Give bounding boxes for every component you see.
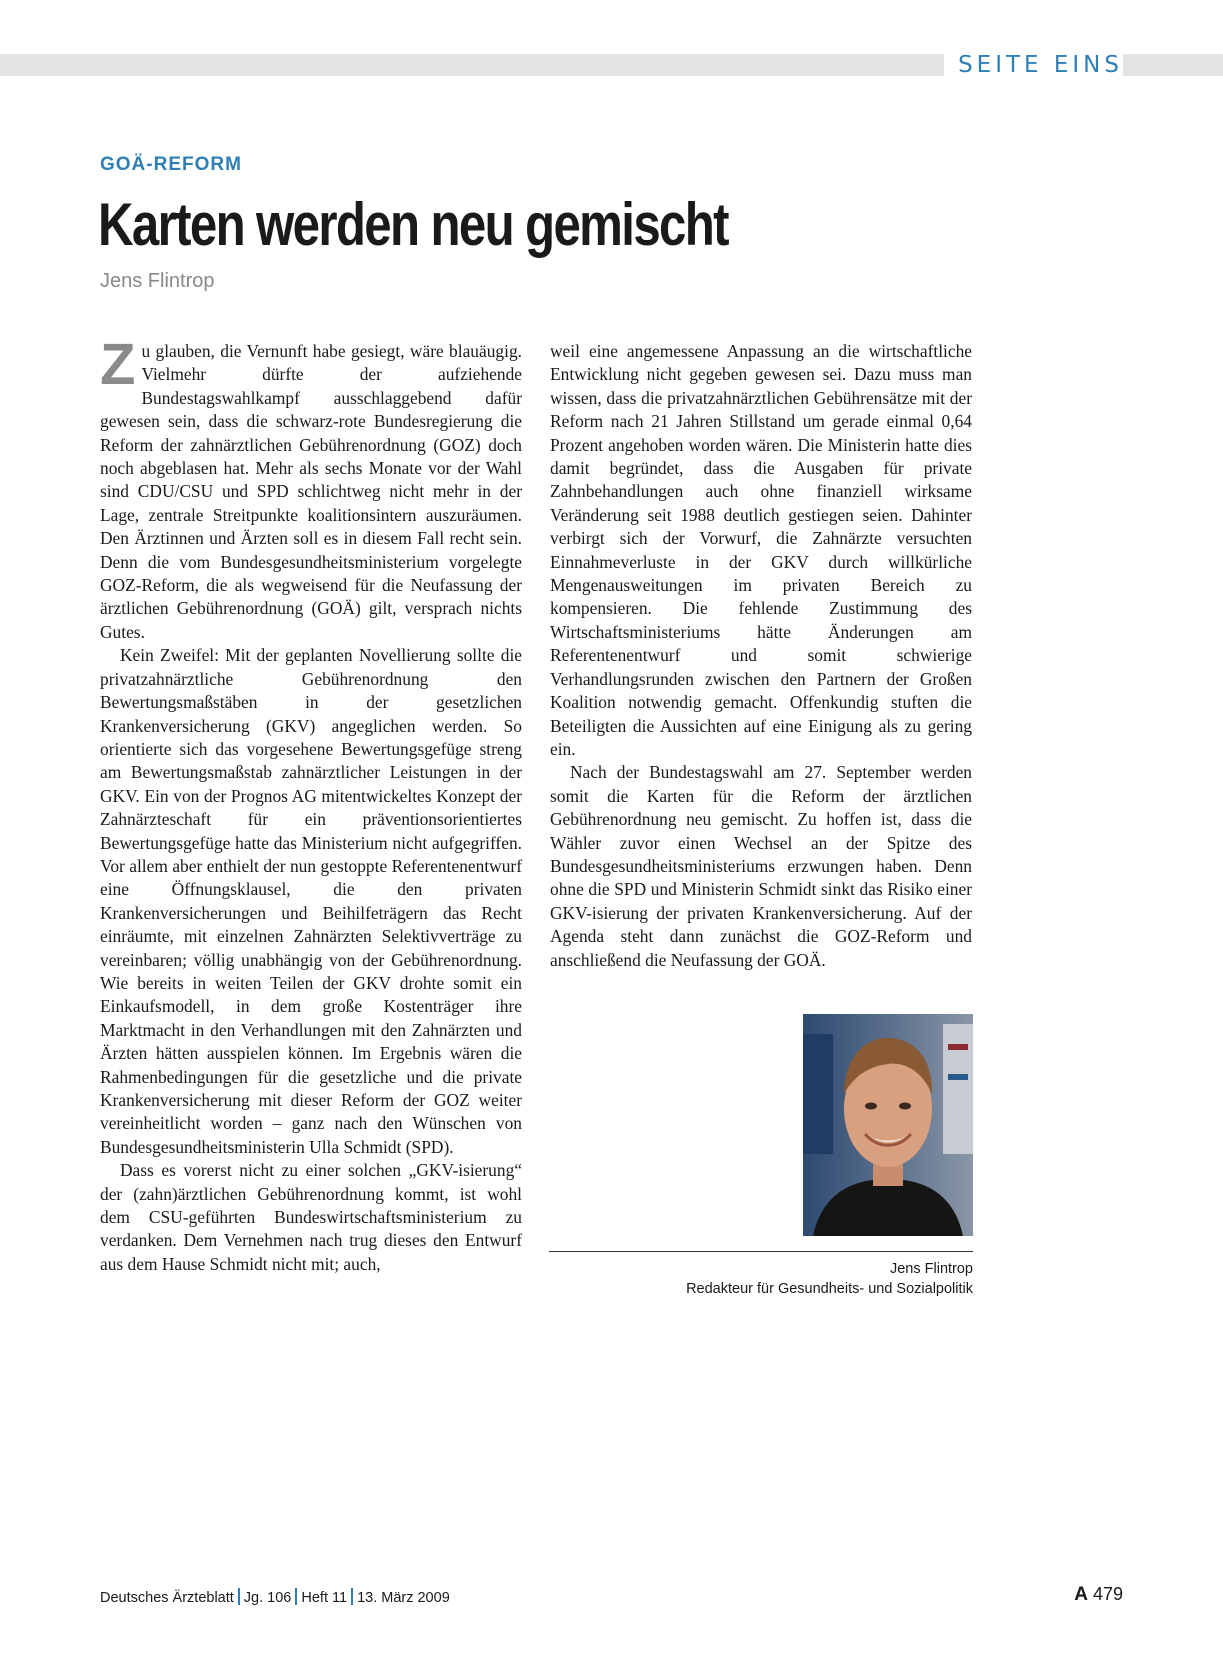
footer-separator	[295, 1588, 297, 1605]
article-kicker: GOÄ-REFORM	[100, 154, 242, 175]
section-label: SEITE EINS	[944, 50, 1123, 80]
paragraph-text: u glauben, die Vernunft habe gesiegt, wäre blauäugig. Vielmehr dürfte der aufziehende Bundestagswahlkampf ausschlaggebend dafür gewesen sein, dass die schwarz-rote Bundesregierung die Reform der zahnärztlichen Gebührenordnung (GOZ) doch noch abgeblasen hat. Mehr als sechs Monate vor der Wahl sind CDU/CSU und SPD schlichtweg nicht mehr in der Lage, zentrale Streitpunkte koalitionsintern auszuräumen. Den Ärztinnen und Ärzten soll es in diesem Fall recht sein. Denn die vom Bundesgesundheitsministerium vorgelegte GOZ-Reform, die als wegweisend für die Neufassung der ärztlichen Gebührenordnung (GOÄ) gilt, versprach nichts Gutes.	[100, 341, 522, 642]
page-footer	[100, 1588, 450, 1606]
paragraph: weil eine angemessene Anpassung an die wirtschaftliche Entwicklung nicht gegeben gewesen sei. Dazu muss man wissen, dass die privatzahnärztlichen Gebührensätze mit der Reform nach 21 Jahren Stillstand um gerade einmal 0,64 Prozent angehoben worden wären. Die Ministerin hatte dies damit begründet, dass die Ausgaben für private Zahnbehandlungen auch ohne finanziell wirksame Veränderung seit 1988 deutlich gestiegen seien. Dahinter verbirgt sich der Vorwurf, die Zahnärzte versuchten Einnahmeverluste in der GKV durch willkürliche Mengenausweitungen im privaten Bereich zu kompensieren. Die fehlende Zustimmung des Wirtschaftsministeriums hätte Änderungen am Referentenentwurf und somit schwierige Verhandlungsrunden zwischen den Partnern der Großen Koalition notwendig gemacht. Offenkundig stuften die Beteiligten die Aussichten auf eine Einigung als zu gering ein.	[550, 341, 972, 759]
page-number-value: 479	[1092, 1584, 1123, 1604]
paragraph: Kein Zweifel: Mit der geplanten Novellierung sollte die privatzahnärztliche Gebührenordnung den Bewertungsmaßstäben in der gesetzlichen Krankenversicherung (GKV) angeglichen werden. So orientierte sich das vorgesehene Bewertungsgefüge streng am Bewertungsmaßstab zahnärztlicher Leistungen in der GKV. Ein von der Prognos AG mitentwickeltes Konzept der Zahnärzteschaft für ein präventionsorientiertes Bewertungsgefüge hatte das Ministerium nicht aufgegriffen. Vor allem aber enthielt der nun gestoppte Referentenentwurf eine Öffnungsklausel, die den privaten Krankenversicherungen und Beihilfeträgern das Recht einräumte, mit einzelnen Zahnärzten Selektivverträge zu vereinbaren; völlig unabhängig von der Gebührenordnung. Wie bereits in weiten Teilen der GKV drohte somit ein Einkaufsmodell, in dem große Kostenträger ihre Marktmacht in den Verhandlungen mit den Zahnärzten und Ärzten hätten ausspielen können. Im Ergebnis wären die Rahmenbedingungen für die gesetzliche und die private Krankenversicherung mit dieser Reform der GOZ weiter vereinheitlicht worden – ganz nach den Wünschen von Bundesgesundheitsministerin Ulla Schmidt (SPD).	[100, 645, 522, 1157]
footer-date: 13. März 2009	[357, 1590, 450, 1606]
portrait-illustration	[803, 1014, 973, 1236]
paragraph	[100, 332, 522, 644]
paragraph: Nach der Bundestagswahl am 27. September werden somit die Karten für die Reform der ärztlichen Gebührenordnung neu gemischt. Zu hoffen ist, dass die Wähler zuvor einen Wechsel an der Spitze des Bundesgesundheitsministeriums erzwungen haben. Denn ohne die SPD und Ministerin Schmidt sinkt das Risiko einer GKV-isierung der privaten Krankenversicherung. Auf der Agenda steht dann zunächst die GOZ-Reform und anschließend die Neufassung der GOÄ.	[550, 762, 972, 970]
footer-issue: Heft 11	[301, 1590, 348, 1606]
text-column-left	[100, 332, 522, 1276]
author-portrait	[803, 1014, 973, 1236]
paragraph: Dass es vorerst nicht zu einer solchen „GKV-isierung“ der (zahn)ärztlichen Gebührenordnung kommt, ist wohl dem CSU-geführten Bundeswirtschaftsministerium zu verdanken. Dem Vernehmen nach trug dieses den Entwurf aus dem Hause Schmidt nicht mit; auch,	[100, 1160, 522, 1274]
caption-name: Jens Flintrop	[889, 1261, 973, 1277]
footer-separator	[238, 1588, 240, 1605]
text-column-right	[550, 340, 972, 972]
photo-caption	[686, 1259, 973, 1299]
article-author: Jens Flintrop	[100, 270, 215, 292]
caption-role: Redakteur für Gesundheits- und Sozialpolitik	[686, 1281, 973, 1297]
drop-cap: Z	[100, 332, 136, 397]
footer-separator	[351, 1588, 353, 1605]
footer-volume: Jg. 106	[243, 1590, 292, 1606]
page-number	[1074, 1584, 1123, 1606]
footer-journal: Deutsches Ärzteblatt	[100, 1590, 234, 1606]
page-prefix: A	[1074, 1584, 1088, 1605]
article-title: Karten werden neu gemischt	[98, 191, 728, 258]
caption-divider	[549, 1251, 973, 1252]
